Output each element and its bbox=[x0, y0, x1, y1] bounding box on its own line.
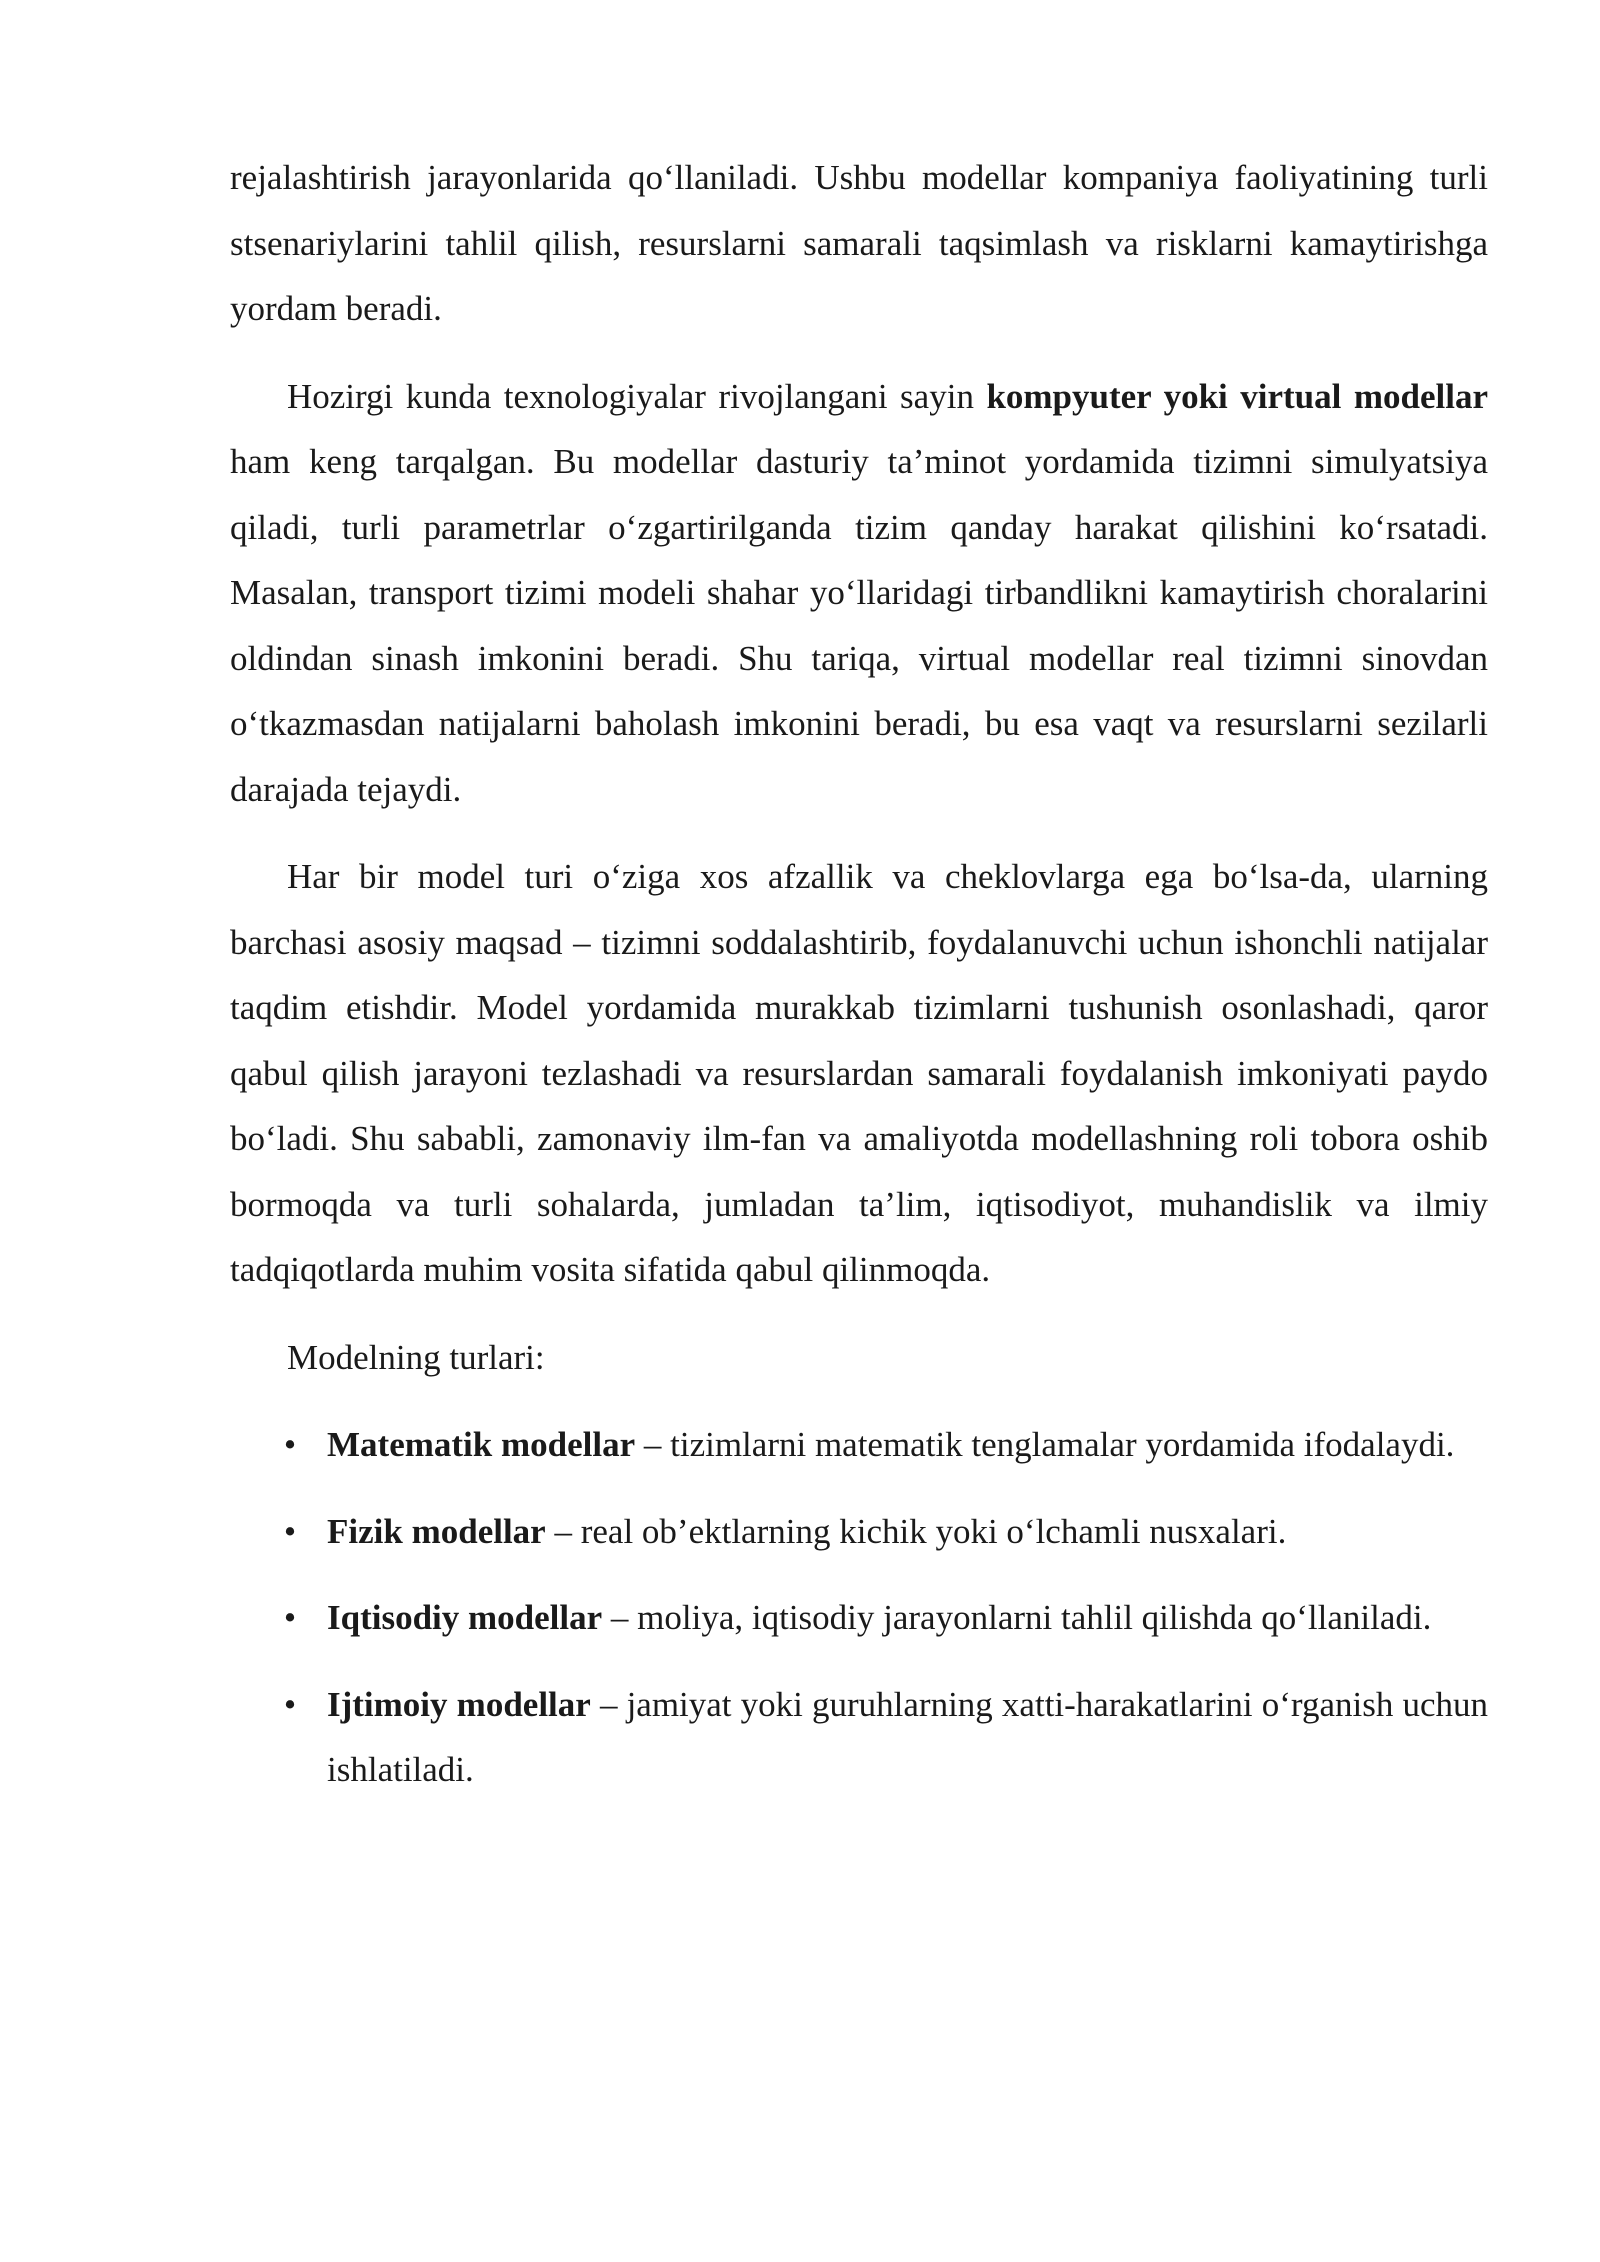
list-item-term: Matematik modellar bbox=[327, 1425, 636, 1464]
list-item bbox=[230, 1672, 1488, 1803]
bold-term: kompyuter yoki virtual modellar bbox=[986, 376, 1488, 416]
paragraph-text: ham keng tarqalgan. Bu modellar dasturiy ta’minot yordamida tizimni simulyatsiya qiladi, turli parametrlar o‘zgartirilganda tizim qanday harakat qilishini ko‘rsatadi. Masalan, transport tizimi modeli shahar yo‘llaridagi tirbandlikni kamaytirish choralarini oldindan sinash imkonini beradi. Shu tariqa, virtual modellar real tizimni sinovdan o‘tkazmasdan natijalarni baholash imkonini beradi, bu esa vaqt va resurslarni sezilarli darajada tejaydi. bbox=[230, 442, 1488, 809]
paragraph-continuation: rejalashtirish jarayonlarida qo‘llaniladi. Ushbu modellar kompaniya faoliyatining turli stsenariylarini tahlil qilish, resurslarni samarali taqsimlash va risklarni kamaytirishga yordam beradi. bbox=[230, 158, 1488, 328]
paragraph-text: Hozirgi kunda texnologiyalar rivojlangani sayin bbox=[287, 376, 987, 416]
list-item bbox=[230, 1499, 1488, 1565]
list-item-desc: – real ob’ektlarning kichik yoki o‘lchamli nusxalari. bbox=[545, 1511, 1287, 1551]
paragraph-model-purpose: Har bir model turi o‘ziga xos afzallik va cheklovlarga ega bo‘lsa-da, ularning barchasi asosiy maqsad – tizimni soddalashtirib, foydalanuvchi uchun ishonchli natijalar taqdim etishdir. Model yordamida murakkab tizimlarni tushunish osonlashadi, qaror qabul qilish jarayoni tezlashadi va resurslardan samarali foydalanish imkoniyati paydo bo‘ladi. Shu sababli, zamonaviy ilm-fan va amaliyotda modellashning roli tobora oshib bormoqda va turli sohalarda, jumladan ta’lim, iqtisodiyot, muhandislik va ilmiy tadqiqotlarda muhim vosita sifatida qabul qilinmoqda. bbox=[230, 857, 1488, 1289]
list-item-desc: – tizimlarni matematik tenglamalar yordamida ifodalaydi. bbox=[635, 1425, 1455, 1464]
list-item-term: Ijtimoiy modellar bbox=[327, 1684, 591, 1724]
list-item-term: Fizik modellar bbox=[327, 1511, 546, 1551]
list-item-desc: – moliya, iqtisodiy jarayonlarni tahlil qilishda qo‘llaniladi. bbox=[602, 1598, 1432, 1637]
paragraph-virtual-models bbox=[230, 364, 1488, 823]
list-item-term: Iqtisodiy modellar bbox=[327, 1598, 603, 1637]
list-item bbox=[230, 1585, 1488, 1651]
bullet-icon: • bbox=[283, 1425, 297, 1464]
bullet-icon: • bbox=[283, 1598, 297, 1637]
list-item-desc: – jamiyat yoki guruhlarning xatti-harakatlarini o‘rganish uchun ishlatiladi. bbox=[327, 1684, 1488, 1789]
types-heading: Modelning turlari: bbox=[287, 1337, 545, 1377]
bullet-icon: • bbox=[283, 1684, 297, 1724]
model-types-list bbox=[230, 1412, 1488, 1803]
list-item bbox=[230, 1412, 1488, 1478]
bullet-icon: • bbox=[283, 1511, 297, 1551]
document-page bbox=[230, 145, 1488, 1824]
